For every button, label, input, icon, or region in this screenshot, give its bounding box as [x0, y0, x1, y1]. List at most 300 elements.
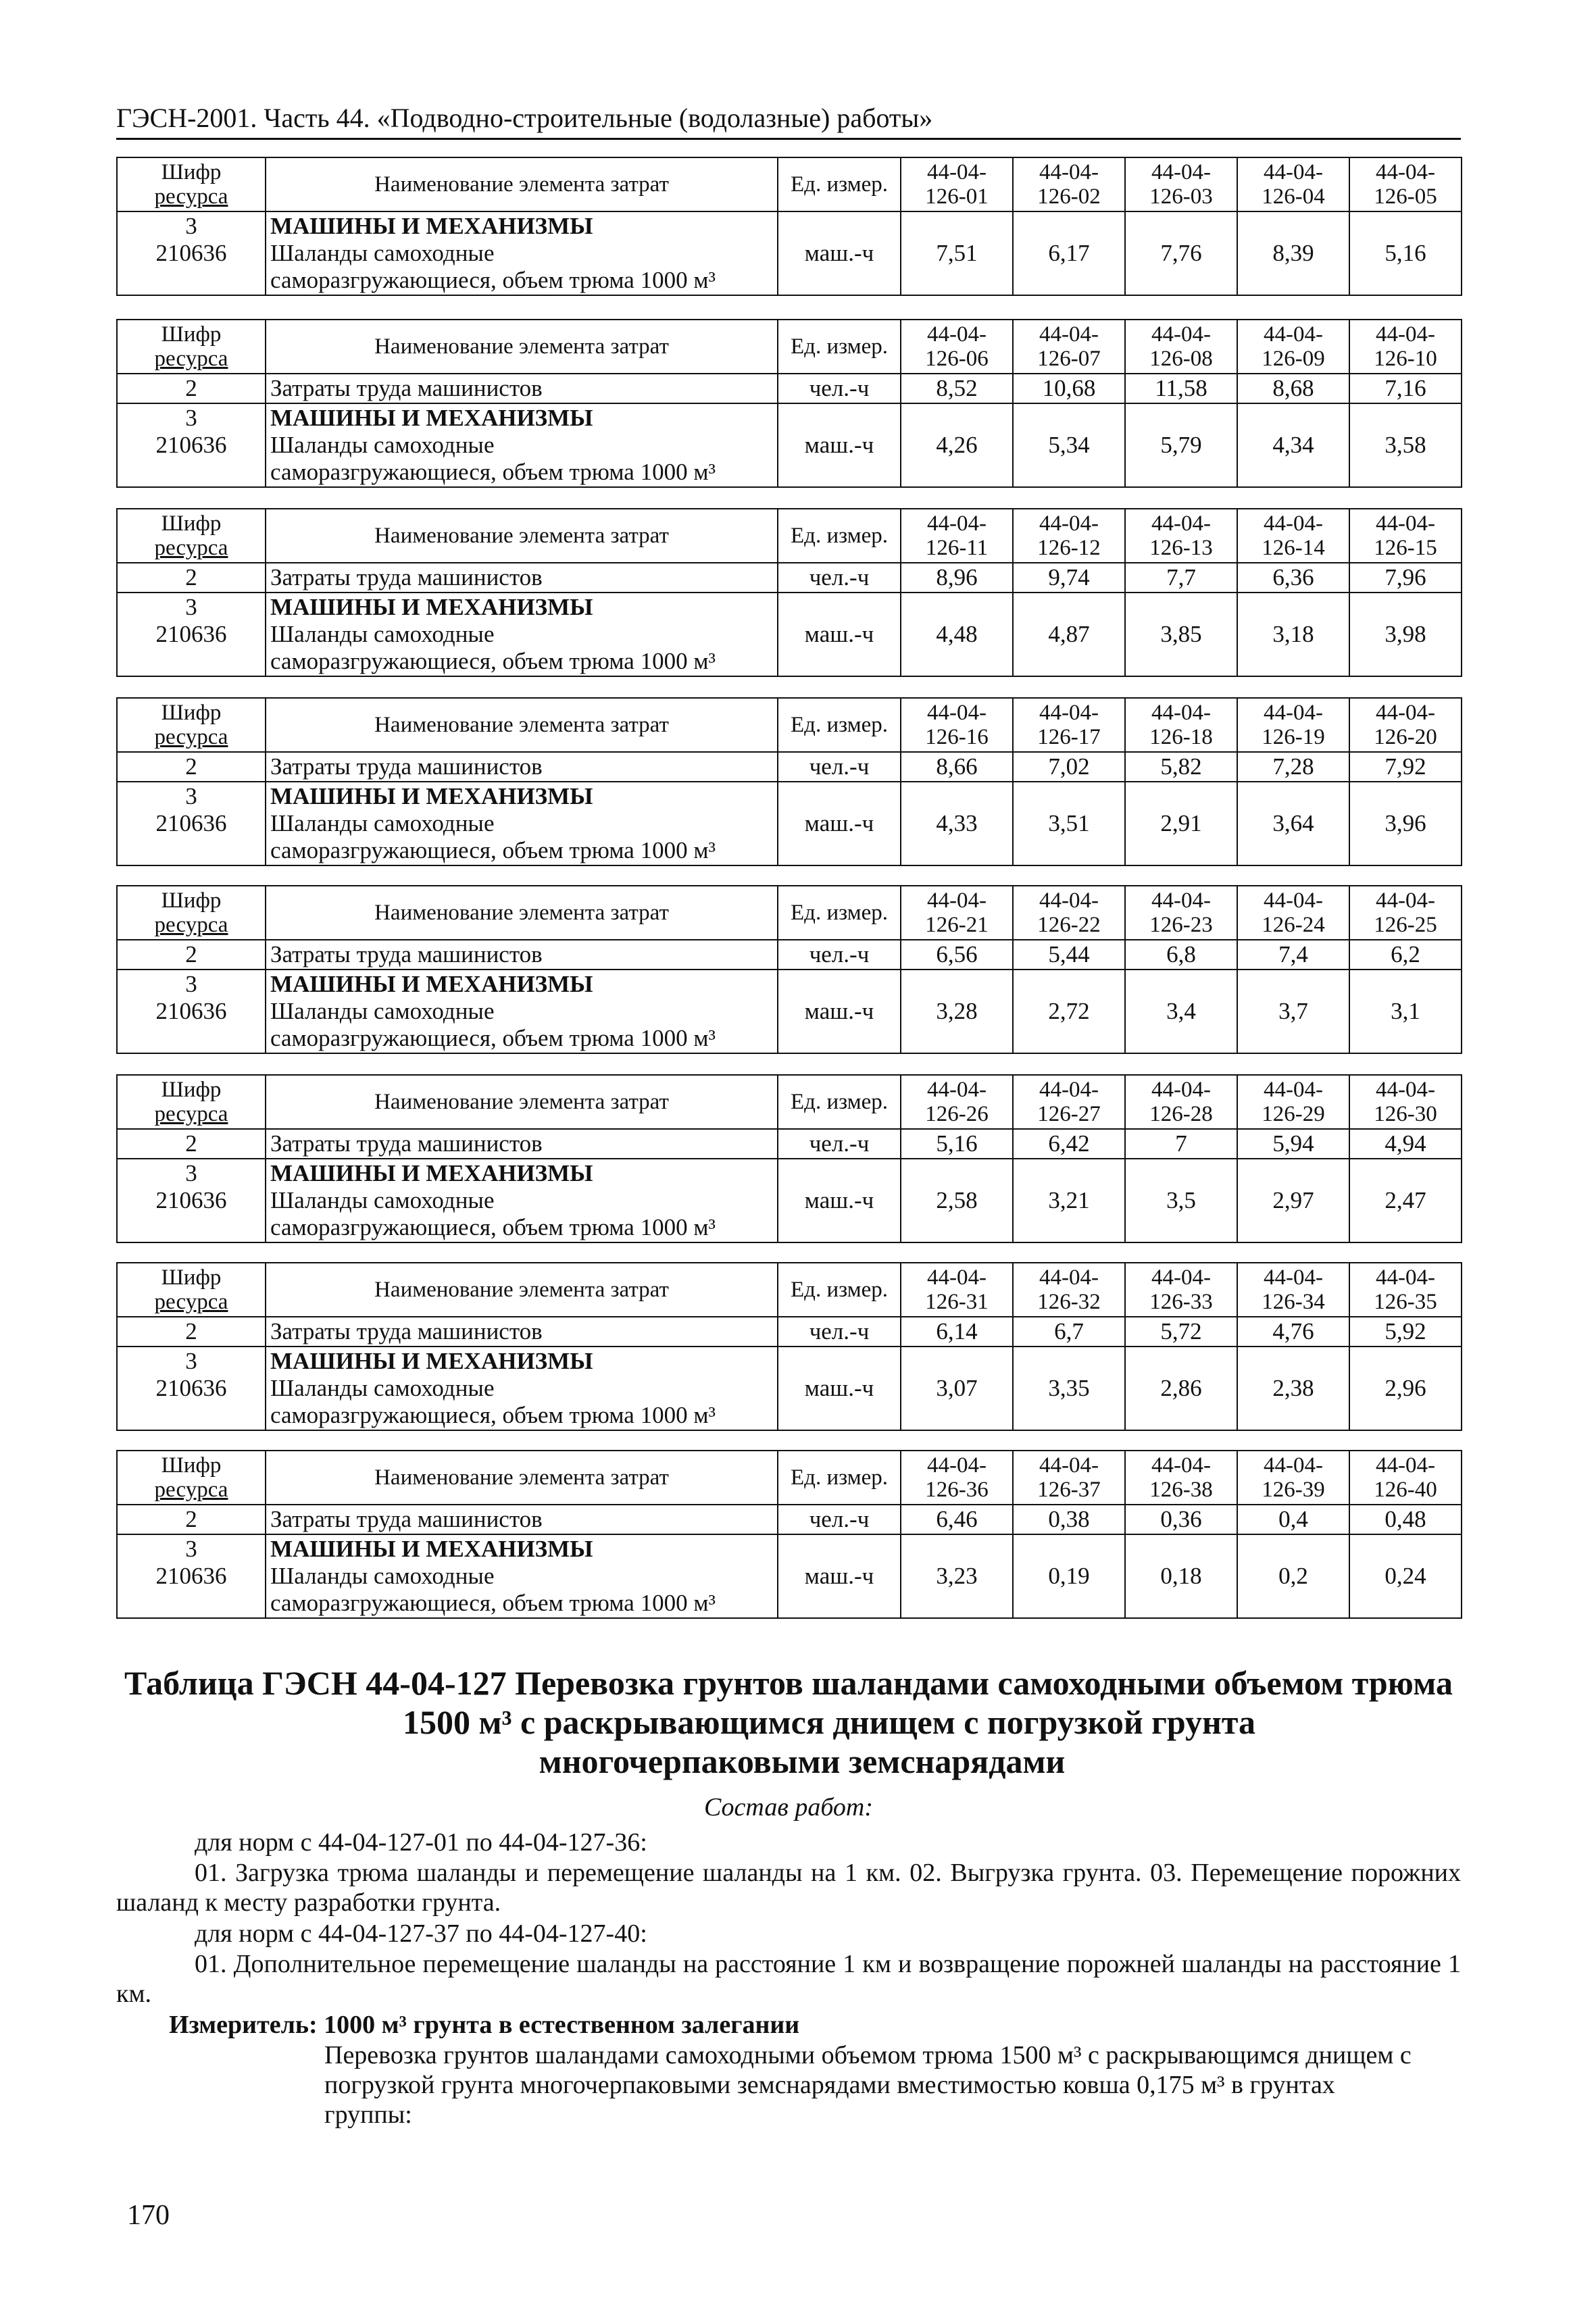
cipher-header — [117, 698, 266, 752]
labor-name: Затраты труда машинистов — [266, 1317, 778, 1347]
norm-code-part-2: 126-23 — [1149, 913, 1213, 937]
machinery-group-title: МАШИНЫ И МЕХАНИЗМЫ — [270, 1348, 593, 1374]
norm-code-part-1: 44-04- — [1151, 1453, 1211, 1478]
norm-code-header — [1349, 509, 1462, 563]
machinery-codes — [117, 970, 266, 1053]
norm-code-header — [1349, 1075, 1462, 1129]
norm-code-part-2: 126-35 — [1374, 1290, 1437, 1314]
labor-row — [117, 563, 1462, 593]
machinery-value: 4,87 — [1013, 593, 1125, 676]
norm-code-part-1: 44-04- — [1264, 1078, 1323, 1102]
machinery-codes — [117, 403, 266, 487]
machinery-name-line-1: Шаланды самоходные — [270, 240, 495, 266]
machinery-resource-code: 210636 — [155, 998, 227, 1024]
cipher-header — [117, 1263, 266, 1317]
cipher-header-line-2: ресурса — [154, 1102, 228, 1126]
norm-code-part-1: 44-04- — [1376, 1453, 1435, 1478]
unit-header: Ед. измер. — [778, 509, 901, 563]
labor-name: Затраты труда машинистов — [266, 940, 778, 970]
norm-code-header — [1013, 320, 1125, 374]
machinery-group-title: МАШИНЫ И МЕХАНИЗМЫ — [270, 971, 593, 997]
norm-code-header — [1013, 157, 1125, 211]
labor-row — [117, 374, 1462, 403]
norm-code-header — [1125, 886, 1237, 940]
norm-code-part-1: 44-04- — [1151, 322, 1211, 347]
machinery-codes — [117, 593, 266, 676]
machinery-row — [117, 1347, 1462, 1430]
machinery-unit: маш.-ч — [778, 1159, 901, 1242]
cipher-header-line-2: ресурса — [154, 913, 228, 937]
labor-value: 5,72 — [1125, 1317, 1237, 1347]
norm-code-part-1: 44-04- — [1039, 1453, 1099, 1478]
machinery-name — [266, 970, 778, 1053]
cipher-header-line-1: Шифр — [161, 322, 222, 347]
machinery-name — [266, 1534, 778, 1618]
labor-value: 0,48 — [1349, 1505, 1462, 1534]
machinery-group-code: 3 — [185, 213, 197, 239]
norm-code-part-1: 44-04- — [1264, 701, 1323, 725]
machinery-value: 8,39 — [1237, 211, 1349, 295]
labor-row — [117, 1129, 1462, 1159]
labor-value: 9,74 — [1013, 563, 1125, 593]
machinery-value: 3,5 — [1125, 1159, 1237, 1242]
machinery-value: 5,34 — [1013, 403, 1125, 487]
machinery-row — [117, 593, 1462, 676]
cipher-header-line-2: ресурса — [154, 536, 228, 560]
norm-code-header — [1237, 320, 1349, 374]
norm-code-header — [1013, 886, 1125, 940]
norm-code-header — [1013, 1263, 1125, 1317]
unit-header: Ед. измер. — [778, 157, 901, 211]
description: Перевозка грунтов шаландами самоходными объемом трюма 1500 м³ с раскрывающимся днищем с погрузкой грунта многочерпаковыми земснарядами вместимостью ковша 0,175 м³ в грунтах группы: — [324, 2041, 1412, 2129]
norm-code-part-1: 44-04- — [927, 888, 987, 913]
machinery-value: 3,85 — [1125, 593, 1237, 676]
cipher-header-line-1: Шифр — [161, 888, 222, 913]
cipher-header — [117, 157, 266, 211]
norm-code-part-2: 126-13 — [1149, 536, 1213, 560]
resource-table — [116, 697, 1462, 866]
cipher-header-line-2: ресурса — [154, 184, 228, 209]
machinery-value: 4,48 — [901, 593, 1013, 676]
machinery-value: 4,34 — [1237, 403, 1349, 487]
machinery-name-line-1: Шаланды самоходные — [270, 621, 495, 647]
machinery-group-title: МАШИНЫ И МЕХАНИЗМЫ — [270, 213, 593, 239]
labor-name: Затраты труда машинистов — [266, 1505, 778, 1534]
labor-value: 11,58 — [1125, 374, 1237, 403]
norm-code-part-1: 44-04- — [1376, 322, 1435, 347]
machinery-name-line-2: саморазгружающиеся, объем трюма 1000 м³ — [270, 648, 716, 674]
norm-code-part-1: 44-04- — [1376, 888, 1435, 913]
cipher-header-line-2: ресурса — [154, 1290, 228, 1314]
norm-code-part-2: 126-15 — [1374, 536, 1437, 560]
norm-code-header — [1349, 698, 1462, 752]
labor-name: Затраты труда машинистов — [266, 563, 778, 593]
machinery-value: 3,1 — [1349, 970, 1462, 1053]
norm-code-part-2: 126-28 — [1149, 1102, 1213, 1126]
labor-value: 5,92 — [1349, 1317, 1462, 1347]
norm-code-header — [1349, 157, 1462, 211]
machinery-value: 6,17 — [1013, 211, 1125, 295]
labor-code: 2 — [117, 1505, 266, 1534]
norm-code-header — [901, 509, 1013, 563]
norm-code-part-1: 44-04- — [1151, 1078, 1211, 1102]
labor-value: 7 — [1125, 1129, 1237, 1159]
work-list-2: 01. Дополнительное перемещение шаланды на расстояние 1 км и возвращение порожней шаланды на расстояние 1 км. — [116, 1950, 1461, 2008]
machinery-name — [266, 403, 778, 487]
cipher-header — [117, 320, 266, 374]
machinery-group-code: 3 — [185, 783, 197, 809]
norm-code-part-1: 44-04- — [1264, 511, 1323, 536]
labor-value: 6,7 — [1013, 1317, 1125, 1347]
labor-row — [117, 1317, 1462, 1347]
labor-code: 2 — [117, 1129, 266, 1159]
norm-code-part-1: 44-04- — [927, 322, 987, 347]
norm-code-part-1: 44-04- — [1039, 888, 1099, 913]
cipher-header — [117, 886, 266, 940]
norm-code-part-2: 126-16 — [925, 725, 989, 749]
norm-code-part-2: 126-40 — [1374, 1478, 1437, 1502]
norm-code-header — [1349, 886, 1462, 940]
norm-code-part-1: 44-04- — [1264, 322, 1323, 347]
norm-code-header — [1349, 320, 1462, 374]
labor-value: 10,68 — [1013, 374, 1125, 403]
cipher-header-line-2: ресурса — [154, 1478, 228, 1502]
name-header: Наименование элемента затрат — [266, 1075, 778, 1129]
norm-code-header — [1013, 509, 1125, 563]
norm-code-header — [901, 886, 1013, 940]
norm-code-part-1: 44-04- — [1151, 511, 1211, 536]
labor-code: 2 — [117, 563, 266, 593]
norm-code-part-1: 44-04- — [1151, 701, 1211, 725]
machinery-group-code: 3 — [185, 405, 197, 431]
norm-code-part-2: 126-17 — [1037, 725, 1101, 749]
unit-header: Ед. измер. — [778, 1263, 901, 1317]
machinery-unit: маш.-ч — [778, 593, 901, 676]
labor-value: 7,16 — [1349, 374, 1462, 403]
machinery-name — [266, 211, 778, 295]
machinery-value: 2,58 — [901, 1159, 1013, 1242]
norm-code-part-2: 126-21 — [925, 913, 989, 937]
machinery-value: 4,33 — [901, 782, 1013, 865]
norm-code-header — [901, 157, 1013, 211]
cipher-header-line-1: Шифр — [161, 701, 222, 725]
norm-code-part-2: 126-34 — [1262, 1290, 1325, 1314]
norm-code-header — [901, 1263, 1013, 1317]
norm-code-header — [1125, 698, 1237, 752]
cipher-header — [117, 509, 266, 563]
machinery-unit: маш.-ч — [778, 782, 901, 865]
machinery-group-code: 3 — [185, 1348, 197, 1374]
name-header: Наименование элемента затрат — [266, 1263, 778, 1317]
resource-table — [116, 1262, 1462, 1431]
name-header: Наименование элемента затрат — [266, 509, 778, 563]
machinery-row — [117, 211, 1462, 295]
norm-code-part-1: 44-04- — [1039, 511, 1099, 536]
labor-code: 2 — [117, 752, 266, 782]
norms-range-2: для норм с 44-04-127-37 по 44-04-127-40: — [195, 1919, 647, 1948]
norm-code-header — [1237, 509, 1349, 563]
table-header-row — [117, 698, 1462, 752]
labor-unit: чел.-ч — [778, 752, 901, 782]
machinery-name-line-2: саморазгружающиеся, объем трюма 1000 м³ — [270, 1025, 716, 1051]
machinery-value: 3,18 — [1237, 593, 1349, 676]
table-header-row — [117, 509, 1462, 563]
machinery-value: 5,79 — [1125, 403, 1237, 487]
table-header-row — [117, 1075, 1462, 1129]
norm-code-header — [1013, 698, 1125, 752]
machinery-name-line-1: Шаланды самоходные — [270, 432, 495, 458]
resource-table — [116, 1450, 1462, 1619]
norm-code-part-2: 126-02 — [1037, 184, 1101, 209]
norm-code-header — [1125, 320, 1237, 374]
labor-value: 8,68 — [1237, 374, 1349, 403]
resource-table — [116, 157, 1462, 296]
norm-code-part-2: 126-05 — [1374, 184, 1437, 209]
norm-code-part-1: 44-04- — [1151, 1265, 1211, 1290]
machinery-name-line-2: саморазгружающиеся, объем трюма 1000 м³ — [270, 1590, 716, 1616]
norm-code-part-2: 126-08 — [1149, 347, 1213, 371]
norm-code-header — [1349, 1451, 1462, 1505]
labor-row — [117, 940, 1462, 970]
norm-code-part-1: 44-04- — [927, 1453, 987, 1478]
labor-value: 8,52 — [901, 374, 1013, 403]
machinery-name-line-1: Шаланды самоходные — [270, 1563, 495, 1589]
composition-heading: Состав работ: — [703, 1793, 874, 1821]
labor-unit: чел.-ч — [778, 563, 901, 593]
machinery-group-title: МАШИНЫ И МЕХАНИЗМЫ — [270, 1160, 593, 1186]
norm-code-part-2: 126-10 — [1374, 347, 1437, 371]
norm-code-header — [1237, 698, 1349, 752]
unit-header: Ед. измер. — [778, 320, 901, 374]
table-header-row — [117, 1263, 1462, 1317]
machinery-unit: маш.-ч — [778, 1534, 901, 1618]
labor-value: 7,7 — [1125, 563, 1237, 593]
table-header-row — [117, 886, 1462, 940]
resource-table — [116, 1074, 1462, 1243]
labor-value: 7,4 — [1237, 940, 1349, 970]
norm-code-header — [1125, 1263, 1237, 1317]
labor-value: 5,82 — [1125, 752, 1237, 782]
machinery-resource-code: 210636 — [155, 810, 227, 836]
norm-code-part-1: 44-04- — [1039, 1078, 1099, 1102]
machinery-name-line-2: саморазгружающиеся, объем трюма 1000 м³ — [270, 267, 716, 293]
norm-code-header — [1125, 509, 1237, 563]
machinery-name-line-1: Шаланды самоходные — [270, 810, 495, 836]
machinery-value: 2,86 — [1125, 1347, 1237, 1430]
name-header: Наименование элемента затрат — [266, 157, 778, 211]
norm-code-part-2: 126-14 — [1262, 536, 1325, 560]
machinery-value: 0,2 — [1237, 1534, 1349, 1618]
machinery-value: 3,64 — [1237, 782, 1349, 865]
machinery-resource-code: 210636 — [155, 621, 227, 647]
unit-header: Ед. измер. — [778, 1075, 901, 1129]
norm-code-part-1: 44-04- — [927, 1265, 987, 1290]
name-header: Наименование элемента затрат — [266, 320, 778, 374]
norm-code-part-2: 126-37 — [1037, 1478, 1101, 1502]
labor-name: Затраты труда машинистов — [266, 374, 778, 403]
machinery-value: 0,24 — [1349, 1534, 1462, 1618]
machinery-name-line-1: Шаланды самоходные — [270, 998, 495, 1024]
machinery-value: 7,76 — [1125, 211, 1237, 295]
norm-code-part-2: 126-33 — [1149, 1290, 1213, 1314]
norm-code-header — [1237, 157, 1349, 211]
machinery-group-title: МАШИНЫ И МЕХАНИЗМЫ — [270, 783, 593, 809]
machinery-value: 3,23 — [901, 1534, 1013, 1618]
machinery-name — [266, 1347, 778, 1430]
machinery-resource-code: 210636 — [155, 240, 227, 266]
norm-code-part-1: 44-04- — [1264, 1265, 1323, 1290]
labor-value: 7,28 — [1237, 752, 1349, 782]
norm-code-part-2: 126-22 — [1037, 913, 1101, 937]
labor-value: 6,56 — [901, 940, 1013, 970]
norm-code-part-2: 126-31 — [925, 1290, 989, 1314]
norm-code-header — [1013, 1451, 1125, 1505]
norm-code-header — [901, 1075, 1013, 1129]
norm-code-header — [1125, 1451, 1237, 1505]
norm-code-part-2: 126-36 — [925, 1478, 989, 1502]
labor-value: 6,2 — [1349, 940, 1462, 970]
machinery-value: 3,96 — [1349, 782, 1462, 865]
meter-line — [169, 2010, 799, 2040]
labor-value: 8,66 — [901, 752, 1013, 782]
machinery-row — [117, 1159, 1462, 1242]
norm-code-part-1: 44-04- — [1039, 160, 1099, 184]
norm-code-header — [1237, 1075, 1349, 1129]
labor-unit: чел.-ч — [778, 1505, 901, 1534]
norm-code-header — [1349, 1263, 1462, 1317]
machinery-value: 0,19 — [1013, 1534, 1125, 1618]
labor-code: 2 — [117, 1317, 266, 1347]
machinery-name-line-2: саморазгружающиеся, объем трюма 1000 м³ — [270, 1214, 716, 1240]
norm-code-part-1: 44-04- — [927, 160, 987, 184]
machinery-name-line-1: Шаланды самоходные — [270, 1187, 495, 1213]
norm-code-header — [1013, 1075, 1125, 1129]
norms-range-1: для норм с 44-04-127-01 по 44-04-127-36: — [195, 1828, 647, 1857]
labor-value: 6,14 — [901, 1317, 1013, 1347]
table-header-row — [117, 157, 1462, 211]
work-list-1: 01. Загрузка трюма шаланды и перемещение шаланды на 1 км. 02. Выгрузка грунта. 03. Перемещение порожних шаланд к месту разработки грунта. — [116, 1859, 1461, 1917]
machinery-value: 4,26 — [901, 403, 1013, 487]
machinery-name-line-2: саморазгружающиеся, объем трюма 1000 м³ — [270, 459, 716, 485]
name-header: Наименование элемента затрат — [266, 886, 778, 940]
cipher-header-line-1: Шифр — [161, 160, 222, 184]
machinery-unit: маш.-ч — [778, 403, 901, 487]
machinery-name — [266, 782, 778, 865]
name-header: Наименование элемента затрат — [266, 1451, 778, 1505]
labor-value: 0,36 — [1125, 1505, 1237, 1534]
table-title-line-2: 1500 м³ с раскрывающимся днищем с погрузкой грунта — [402, 1703, 1256, 1741]
machinery-value: 3,7 — [1237, 970, 1349, 1053]
labor-value: 6,8 — [1125, 940, 1237, 970]
machinery-name-line-2: саморазгружающиеся, объем трюма 1000 м³ — [270, 837, 716, 863]
meter-value: 1000 м³ грунта в естественном залегании — [324, 2011, 800, 2039]
norm-code-part-2: 126-01 — [925, 184, 989, 209]
machinery-codes — [117, 211, 266, 295]
norm-code-part-1: 44-04- — [1039, 701, 1099, 725]
machinery-name-line-1: Шаланды самоходные — [270, 1375, 495, 1401]
machinery-resource-code: 210636 — [155, 1563, 227, 1589]
machinery-value: 3,51 — [1013, 782, 1125, 865]
norm-code-part-1: 44-04- — [1151, 160, 1211, 184]
table-title-line-3: многочерпаковыми земснарядами — [539, 1742, 1066, 1780]
table-header-row — [117, 1451, 1462, 1505]
machinery-value: 2,72 — [1013, 970, 1125, 1053]
machinery-value: 2,96 — [1349, 1347, 1462, 1430]
norm-code-part-2: 126-20 — [1374, 725, 1437, 749]
labor-value: 6,46 — [901, 1505, 1013, 1534]
norm-code-part-1: 44-04- — [1151, 888, 1211, 913]
machinery-resource-code: 210636 — [155, 1375, 227, 1401]
norm-code-part-2: 126-38 — [1149, 1478, 1213, 1502]
norm-code-part-2: 126-30 — [1374, 1102, 1437, 1126]
machinery-unit: маш.-ч — [778, 211, 901, 295]
machinery-group-code: 3 — [185, 1536, 197, 1562]
resource-table — [116, 885, 1462, 1054]
cipher-header — [117, 1075, 266, 1129]
norm-code-part-1: 44-04- — [1039, 322, 1099, 347]
machinery-row — [117, 782, 1462, 865]
machinery-codes — [117, 1347, 266, 1430]
norm-code-header — [1125, 157, 1237, 211]
machinery-group-title: МАШИНЫ И МЕХАНИЗМЫ — [270, 405, 593, 431]
norm-code-part-2: 126-07 — [1037, 347, 1101, 371]
norm-code-header — [1237, 1451, 1349, 1505]
labor-value: 5,44 — [1013, 940, 1125, 970]
machinery-group-title: МАШИНЫ И МЕХАНИЗМЫ — [270, 594, 593, 620]
table-title — [116, 1663, 1461, 1781]
machinery-value: 3,35 — [1013, 1347, 1125, 1430]
machinery-codes — [117, 782, 266, 865]
machinery-unit: маш.-ч — [778, 1347, 901, 1430]
labor-value: 0,38 — [1013, 1505, 1125, 1534]
table-header-row — [117, 320, 1462, 374]
machinery-codes — [117, 1534, 266, 1618]
norm-code-part-1: 44-04- — [1376, 701, 1435, 725]
labor-value: 7,02 — [1013, 752, 1125, 782]
cipher-header-line-1: Шифр — [161, 511, 222, 536]
labor-unit: чел.-ч — [778, 374, 901, 403]
machinery-group-code: 3 — [185, 971, 197, 997]
machinery-unit: маш.-ч — [778, 970, 901, 1053]
machinery-resource-code: 210636 — [155, 432, 227, 458]
machinery-value: 3,4 — [1125, 970, 1237, 1053]
norm-code-part-2: 126-03 — [1149, 184, 1213, 209]
unit-header: Ед. измер. — [778, 1451, 901, 1505]
resource-table — [116, 508, 1462, 677]
labor-value: 6,42 — [1013, 1129, 1125, 1159]
machinery-value: 3,98 — [1349, 593, 1462, 676]
norm-code-part-2: 126-18 — [1149, 725, 1213, 749]
labor-row — [117, 1505, 1462, 1534]
norm-code-part-2: 126-24 — [1262, 913, 1325, 937]
labor-value: 8,96 — [901, 563, 1013, 593]
norm-code-header — [901, 320, 1013, 374]
cipher-header-line-1: Шифр — [161, 1265, 222, 1290]
labor-value: 6,36 — [1237, 563, 1349, 593]
table-title-line-1: Таблица ГЭСН 44-04-127 Перевозка грунтов шаландами самоходными объемом трюма — [124, 1664, 1453, 1702]
machinery-value: 3,07 — [901, 1347, 1013, 1430]
norm-code-part-1: 44-04- — [927, 1078, 987, 1102]
cipher-header-line-1: Шифр — [161, 1453, 222, 1478]
norm-code-part-1: 44-04- — [1376, 511, 1435, 536]
norm-code-part-1: 44-04- — [1376, 1078, 1435, 1102]
machinery-value: 2,47 — [1349, 1159, 1462, 1242]
machinery-value: 2,38 — [1237, 1347, 1349, 1430]
labor-code: 2 — [117, 374, 266, 403]
page-number: 170 — [127, 2200, 170, 2231]
machinery-value: 7,51 — [901, 211, 1013, 295]
norm-code-part-2: 126-04 — [1262, 184, 1325, 209]
